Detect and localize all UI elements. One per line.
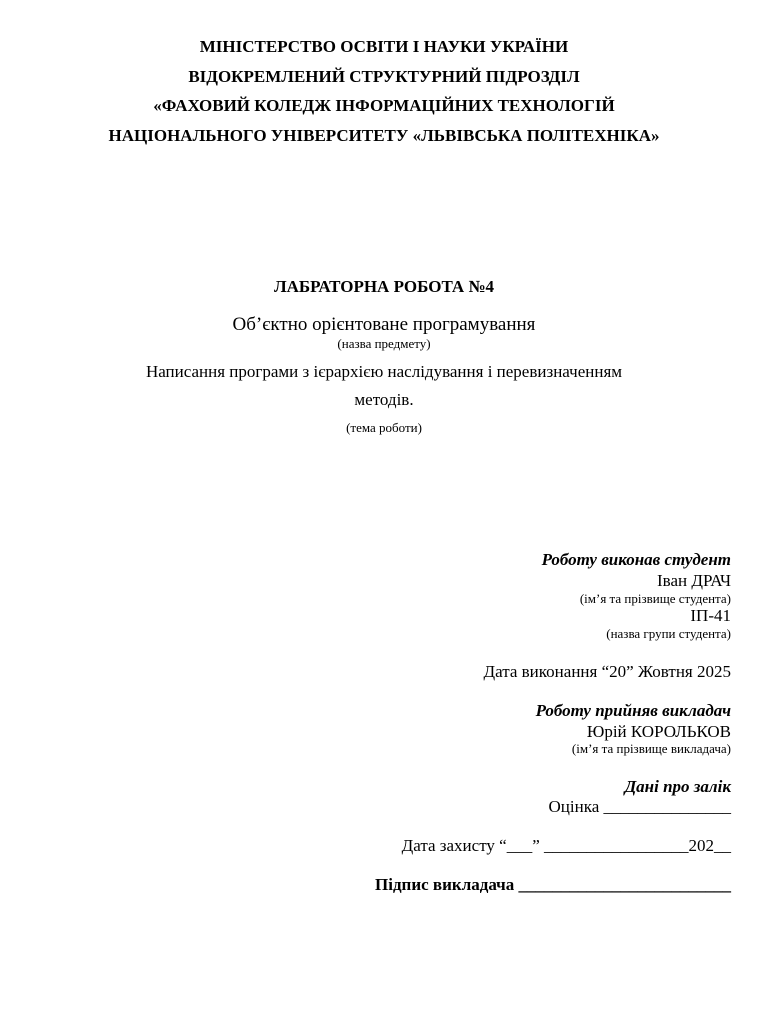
university-line: НАЦІОНАЛЬНОГО УНІВЕРСИТЕТУ «ЛЬВІВСЬКА ПОЛІТЕХНІКА»	[108, 125, 660, 145]
college-line: «ФАХОВИЙ КОЛЕДЖ ІНФОРМАЦІЙНИХ ТЕХНОЛОГІЙ	[153, 96, 615, 115]
lab-work-title: ЛАБРАТОРНА РОБОТА №4	[273, 277, 495, 296]
teacher-label: Роботу прийняв викладач	[535, 701, 731, 720]
topic-caption: (тема роботи)	[346, 420, 422, 435]
subject-name: Об’єктно орієнтоване програмування	[232, 314, 536, 335]
defense-date-line: Дата захисту “___” _________________202__	[401, 836, 731, 855]
subject-caption: (назва предмету)	[337, 336, 431, 351]
work-topic: Написання програми з ієрархією наслідування і перевизначенням методів.	[145, 362, 623, 409]
grade-line: Оцінка _______________	[548, 797, 731, 816]
subdivision-line: ВІДОКРЕМЛЕНИЙ СТРУКТУРНИЙ ПІДРОЗДІЛ	[188, 66, 580, 86]
student-group-caption: (назва групи студента)	[606, 626, 731, 641]
student-group: ІП-41	[690, 606, 731, 625]
completion-date: Дата виконання “20” Жовтня 2025	[483, 662, 731, 681]
teacher-name-caption: (ім’я та прізвище викладача)	[571, 741, 731, 756]
student-name-caption: (ім’я та прізвище студента)	[579, 591, 731, 606]
teacher-signature-line: Підпис викладача _________________________	[375, 875, 731, 894]
teacher-name: Юрій КОРОЛЬКОВ	[586, 722, 731, 741]
student-name: Іван ДРАЧ	[657, 571, 731, 590]
institution-header	[0, 32, 768, 150]
ministry-line: МІНІСТЕРСТВО ОСВІТИ І НАУКИ УКРАЇНИ	[199, 37, 569, 56]
credit-label: Дані про залік	[624, 777, 731, 796]
student-label: Роботу виконав студент	[541, 550, 731, 569]
